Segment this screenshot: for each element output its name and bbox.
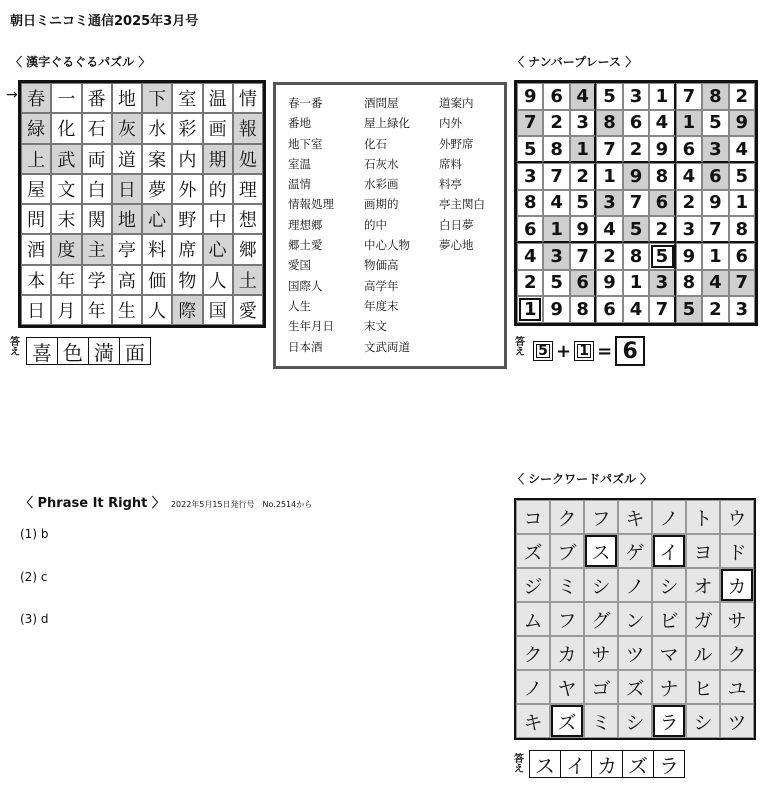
word-item: 春一番 [288, 96, 323, 110]
start-arrow-icon: → [6, 87, 18, 103]
word-item: 地下室 [288, 136, 323, 151]
kanji-cell: 料 [142, 234, 172, 264]
sudoku-cell: 8 [623, 243, 649, 270]
seek-cell: ド [720, 534, 754, 568]
sudoku-cell: 7 [596, 136, 622, 163]
kanji-cell: 処 [233, 144, 263, 174]
word-item: 国際人 [288, 278, 323, 293]
word-item: 末文 [364, 319, 387, 334]
sudoku-cell: 6 [570, 270, 596, 297]
word-item: 道案内 [439, 96, 474, 110]
sudoku-cell: 5 [596, 83, 622, 110]
sudoku-cell: 2 [649, 216, 675, 243]
sudoku-cell: 4 [570, 83, 596, 110]
sudoku-cell: 1 [623, 270, 649, 297]
sudoku-cell: 5 [729, 163, 755, 190]
seek-cell: ス [584, 534, 618, 568]
sudoku-cell: 8 [517, 190, 543, 217]
seek-cell: ジ [516, 568, 550, 602]
sudoku-cell: 3 [543, 243, 569, 270]
kanji-cell: 問 [21, 204, 51, 234]
sudoku-cell: 7 [623, 190, 649, 217]
word-item: 理想郷 [288, 217, 323, 232]
sudoku-cell: 4 [729, 136, 755, 163]
sudoku-cell: 3 [729, 296, 755, 323]
seek-cell: ム [516, 602, 550, 636]
seek-cell: ク [550, 500, 584, 534]
sudoku-answer [533, 336, 645, 366]
word-item: 白日夢 [439, 217, 474, 232]
seek-cell: ル [686, 636, 720, 670]
phrase-item-3: (3) d [20, 612, 49, 626]
seek-cell: ナ [652, 670, 686, 704]
seek-cell: サ [720, 602, 754, 636]
word-item: 席料 [439, 156, 462, 171]
word-item: 画期的 [364, 197, 399, 212]
kanji-cell: 番 [82, 83, 112, 113]
seek-cell: グ [584, 602, 618, 636]
kanji-cell: 愛 [233, 295, 263, 325]
word-item: 的中 [364, 217, 387, 232]
equals-sign: = [597, 340, 613, 362]
sudoku-cell: 5 [702, 110, 728, 137]
sudoku-cell: 7 [729, 270, 755, 297]
sudoku-cell: 7 [517, 110, 543, 137]
word-item: 石灰水 [364, 156, 399, 171]
kanji-answer-box [26, 337, 151, 365]
sudoku-cell: 1 [570, 136, 596, 163]
word-item: 文武両道 [364, 339, 410, 354]
word-item: 化石 [364, 136, 387, 151]
sudoku-cell: 5 [543, 270, 569, 297]
sudoku-cell: 5 [623, 216, 649, 243]
kanji-cell: 人 [203, 265, 233, 295]
kanji-cell: 灰 [112, 113, 142, 143]
sudoku-cell: 3 [623, 83, 649, 110]
plus-sign: + [556, 340, 572, 362]
phrase-note: 2022年5月15日発行号 No.2514から [170, 500, 313, 509]
kanji-cell: 席 [172, 234, 202, 264]
word-item: 高学年 [364, 278, 399, 293]
sudoku-cell: 2 [543, 110, 569, 137]
seek-answer-char: ズ [622, 751, 653, 777]
seek-cell: ノ [618, 568, 652, 602]
sudoku-cell: 9 [702, 190, 728, 217]
kanji-cell: 報 [233, 113, 263, 143]
seek-cell: ノ [652, 500, 686, 534]
word-item: 番地 [288, 116, 311, 131]
sudoku-cell: 3 [517, 163, 543, 190]
seek-cell: ク [720, 636, 754, 670]
kanji-cell: 的 [203, 174, 233, 204]
sudoku-cell: 7 [676, 83, 702, 110]
sudoku-answer-label: 答え [515, 337, 525, 358]
phrase-title: 〈 Phrase It Right 〉 [20, 496, 165, 511]
sudoku-cell: 8 [543, 136, 569, 163]
sudoku-cell: 4 [517, 243, 543, 270]
kanji-cell: 亭 [112, 234, 142, 264]
sudoku-cell: 1 [702, 243, 728, 270]
sudoku-cell: 1 [543, 216, 569, 243]
kanji-cell: 学 [82, 265, 112, 295]
sudoku-cell: 9 [596, 270, 622, 297]
sudoku-cell: 8 [702, 83, 728, 110]
sudoku-cell: 3 [570, 110, 596, 137]
kanji-answer-char: 色 [57, 338, 88, 364]
sudoku-cell: 6 [729, 243, 755, 270]
kanji-cell: 一 [51, 83, 81, 113]
seek-cell: ヤ [550, 670, 584, 704]
sudoku-cell: 2 [596, 243, 622, 270]
kanji-cell: 地 [112, 204, 142, 234]
kanji-cell: 酒 [21, 234, 51, 264]
seek-cell: マ [652, 636, 686, 670]
seek-cell: ヨ [686, 534, 720, 568]
sudoku-cell: 5 [676, 296, 702, 323]
sudoku-cell: 2 [623, 136, 649, 163]
seek-answer-char: ス [535, 753, 555, 778]
seek-cell: シ [686, 704, 720, 738]
kanji-cell: 際 [172, 295, 202, 325]
kanji-cell: 期 [203, 144, 233, 174]
sudoku-cell: 7 [570, 243, 596, 270]
sudoku-cell: 8 [676, 270, 702, 297]
kanji-cell: 高 [112, 265, 142, 295]
answer-result-box: 6 [615, 336, 645, 366]
word-item: 温情 [288, 177, 311, 192]
word-list-column-1 [288, 93, 334, 357]
word-item: 室温 [288, 156, 311, 171]
word-item: 愛国 [288, 258, 311, 273]
sudoku-cell: 1 [729, 190, 755, 217]
kanji-cell: 画 [203, 113, 233, 143]
sudoku-cell: 7 [649, 296, 675, 323]
sudoku-cell: 5 [649, 243, 675, 270]
seek-cell: ウ [720, 500, 754, 534]
seek-cell: コ [516, 500, 550, 534]
answer-a-box: 5 [533, 341, 553, 361]
kanji-cell: 下 [142, 83, 172, 113]
kanji-cell: 白 [82, 174, 112, 204]
kanji-cell: 化 [51, 113, 81, 143]
sudoku-cell: 1 [676, 110, 702, 137]
kanji-cell: 道 [112, 144, 142, 174]
kanji-cell: 物 [172, 265, 202, 295]
kanji-cell: 末 [51, 204, 81, 234]
seek-answer-char: イ [560, 751, 591, 777]
word-item: 中心人物 [364, 238, 410, 253]
kanji-cell: 野 [172, 204, 202, 234]
kanji-cell: 日 [21, 295, 51, 325]
sudoku-cell: 4 [676, 163, 702, 190]
sudoku-cell: 5 [517, 136, 543, 163]
seek-cell: ヒ [686, 670, 720, 704]
sudoku-cell: 2 [729, 83, 755, 110]
kanji-cell: 月 [51, 295, 81, 325]
kanji-cell: 石 [82, 113, 112, 143]
sudoku-cell: 5 [570, 190, 596, 217]
word-item: 日本酒 [288, 339, 323, 354]
kanji-cell: 武 [51, 144, 81, 174]
sudoku-cell: 3 [702, 136, 728, 163]
seek-cell: ズ [550, 704, 584, 738]
seek-cell: ブ [550, 534, 584, 568]
word-item: 夢心地 [439, 238, 474, 253]
word-item: 酒問屋 [364, 96, 399, 110]
seek-answer-label: 答え [514, 754, 524, 775]
sudoku-cell: 6 [596, 296, 622, 323]
seek-cell: ツ [618, 636, 652, 670]
seek-cell: ン [618, 602, 652, 636]
word-list-column-3 [439, 93, 485, 255]
kanji-cell: 心 [203, 234, 233, 264]
phrase-item-2: (2) c [20, 570, 48, 584]
kanji-cell: 屋 [21, 174, 51, 204]
kanji-cell: 本 [21, 265, 51, 295]
kanji-cell: 外 [172, 174, 202, 204]
sudoku-cell: 9 [517, 83, 543, 110]
kanji-cell: 想 [233, 204, 263, 234]
kanji-answer-label: 答え [10, 337, 20, 358]
kanji-cell: 案 [142, 144, 172, 174]
sudoku-cell: 2 [702, 296, 728, 323]
word-list-column-2 [364, 93, 410, 357]
sudoku-cell: 8 [729, 216, 755, 243]
sudoku-cell: 3 [649, 270, 675, 297]
seek-cell: シ [584, 568, 618, 602]
word-item: 屋上緑化 [364, 116, 410, 131]
seek-cell: ガ [686, 602, 720, 636]
sudoku-cell: 3 [596, 190, 622, 217]
page-title: 朝日ミニコミ通信2025年3月号 [10, 14, 199, 29]
word-item: 年度末 [364, 298, 399, 313]
word-item: 外野席 [439, 136, 474, 151]
kanji-cell: 主 [82, 234, 112, 264]
sudoku-grid [514, 80, 758, 326]
seek-cell: シ [618, 704, 652, 738]
kanji-cell: 生 [112, 295, 142, 325]
kanji-cell: 国 [203, 295, 233, 325]
sudoku-cell: 6 [623, 110, 649, 137]
seek-cell: キ [516, 704, 550, 738]
word-item: 内外 [439, 116, 462, 131]
word-item: 人生 [288, 298, 311, 313]
kanji-cell: 心 [142, 204, 172, 234]
seek-cell: ミ [550, 568, 584, 602]
word-item: 亭主関白 [439, 197, 485, 212]
sudoku-cell: 2 [676, 190, 702, 217]
seek-answer-char: カ [591, 751, 622, 777]
sudoku-cell: 4 [543, 190, 569, 217]
seek-cell: オ [686, 568, 720, 602]
kanji-cell: 中 [203, 204, 233, 234]
sudoku-cell: 8 [649, 163, 675, 190]
kanji-cell: 地 [112, 83, 142, 113]
kanji-cell: 理 [233, 174, 263, 204]
word-item: 水彩画 [364, 177, 399, 192]
seek-cell: サ [584, 636, 618, 670]
word-item: 情報処理 [288, 197, 334, 212]
seek-cell: ビ [652, 602, 686, 636]
sudoku-cell: 1 [596, 163, 622, 190]
seek-cell: ツ [720, 704, 754, 738]
phrase-title-row [20, 492, 312, 511]
seek-cell: ユ [720, 670, 754, 704]
sudoku-cell: 7 [543, 163, 569, 190]
sudoku-cell: 4 [596, 216, 622, 243]
kanji-cell: 彩 [172, 113, 202, 143]
word-item: 料亭 [439, 177, 462, 192]
sudoku-cell: 9 [676, 243, 702, 270]
kanji-cell: 人 [142, 295, 172, 325]
kanji-cell: 情 [233, 83, 263, 113]
kanji-cell: 室 [172, 83, 202, 113]
sudoku-cell: 7 [702, 216, 728, 243]
sudoku-cell: 8 [570, 296, 596, 323]
seek-answer-box [529, 750, 685, 778]
seek-cell: ラ [652, 704, 686, 738]
word-list [273, 82, 507, 369]
sudoku-cell: 8 [596, 110, 622, 137]
phrase-item-1: (1) b [20, 527, 49, 541]
kanji-cell: 土 [233, 265, 263, 295]
sudoku-cell: 4 [623, 296, 649, 323]
kanji-answer-char: 面 [119, 338, 150, 364]
sudoku-cell: 1 [649, 83, 675, 110]
word-item: 生年月日 [288, 319, 334, 334]
seek-cell: ク [516, 636, 550, 670]
sudoku-cell: 1 [517, 296, 543, 323]
seek-cell: ミ [584, 704, 618, 738]
seek-cell: ノ [516, 670, 550, 704]
seek-word-title: 〈 シークワードパズル 〉 [512, 472, 653, 486]
kanji-cell: 緑 [21, 113, 51, 143]
sudoku-cell: 9 [649, 136, 675, 163]
kanji-cell: 年 [51, 265, 81, 295]
kanji-cell: 度 [51, 234, 81, 264]
seek-cell: イ [652, 534, 686, 568]
word-item: 郷土愛 [288, 238, 323, 253]
seek-cell: シ [652, 568, 686, 602]
kanji-cell: 上 [21, 144, 51, 174]
kanji-grid [18, 80, 266, 328]
kanji-puzzle-title: 〈 漢字ぐるぐるパズル 〉 [10, 55, 151, 69]
kanji-cell: 日 [112, 174, 142, 204]
kanji-cell: 郷 [233, 234, 263, 264]
sudoku-cell: 2 [517, 270, 543, 297]
kanji-cell: 年 [82, 295, 112, 325]
sudoku-cell: 2 [570, 163, 596, 190]
sudoku-cell: 9 [729, 110, 755, 137]
seek-cell: ズ [618, 670, 652, 704]
kanji-cell: 内 [172, 144, 202, 174]
kanji-cell: 両 [82, 144, 112, 174]
sudoku-cell: 3 [676, 216, 702, 243]
sudoku-cell: 4 [649, 110, 675, 137]
seek-cell: カ [550, 636, 584, 670]
kanji-cell: 文 [51, 174, 81, 204]
sudoku-cell: 6 [702, 163, 728, 190]
kanji-cell: 水 [142, 113, 172, 143]
kanji-cell: 価 [142, 265, 172, 295]
sudoku-cell: 6 [649, 190, 675, 217]
sudoku-cell: 6 [676, 136, 702, 163]
kanji-answer-char: 満 [88, 338, 119, 364]
kanji-cell: 関 [82, 204, 112, 234]
sudoku-cell: 9 [623, 163, 649, 190]
word-item: 物価高 [364, 258, 399, 273]
number-place-title: 〈 ナンバープレース 〉 [512, 55, 638, 69]
answer-b-box: 1 [574, 341, 594, 361]
sudoku-cell: 6 [517, 216, 543, 243]
seek-answer-char: ラ [653, 751, 684, 777]
seek-word-grid [514, 498, 756, 740]
seek-cell: フ [550, 602, 584, 636]
seek-cell: カ [720, 568, 754, 602]
sudoku-cell: 4 [702, 270, 728, 297]
sudoku-cell: 6 [543, 83, 569, 110]
sudoku-cell: 9 [543, 296, 569, 323]
seek-cell: ズ [516, 534, 550, 568]
seek-cell: キ [618, 500, 652, 534]
sudoku-cell: 9 [570, 216, 596, 243]
kanji-cell: 温 [203, 83, 233, 113]
kanji-answer-char: 喜 [32, 340, 52, 365]
seek-cell: ゴ [584, 670, 618, 704]
seek-cell: ゲ [618, 534, 652, 568]
kanji-cell: 夢 [142, 174, 172, 204]
kanji-cell: 春 [21, 83, 51, 113]
seek-cell: フ [584, 500, 618, 534]
seek-cell: ト [686, 500, 720, 534]
